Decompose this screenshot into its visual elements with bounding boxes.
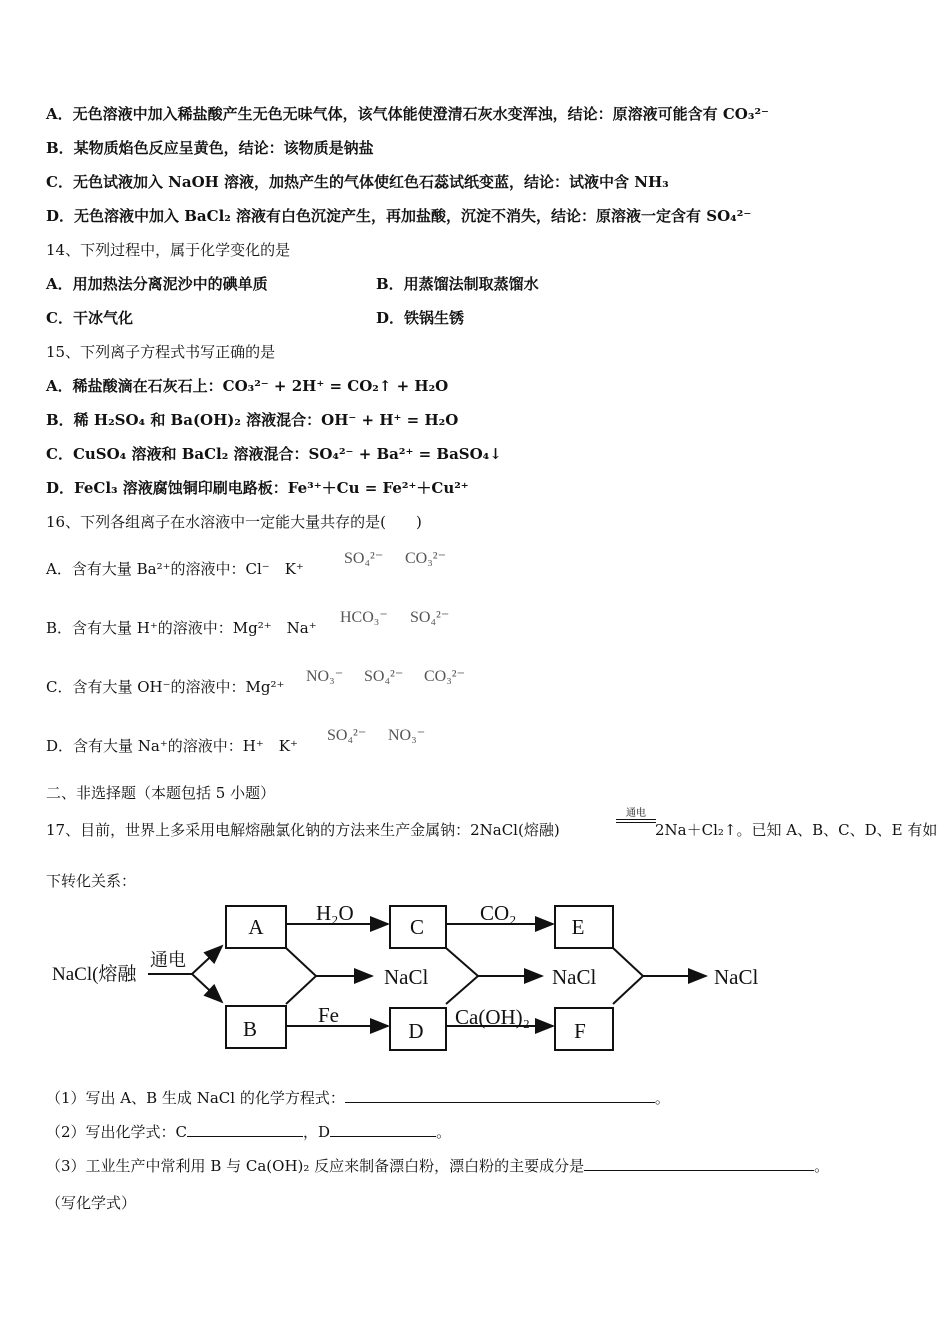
arrow-to-b xyxy=(192,974,222,1002)
label-b: B xyxy=(242,1017,258,1041)
conversion-diagram xyxy=(0,890,950,1060)
q16-c-ion-1: NO₃⁻ xyxy=(306,668,344,685)
q17-part2-label: （2）写出化学式：C xyxy=(46,1123,188,1141)
product-nacl-2: NaCl xyxy=(552,965,597,989)
q17-part2 xyxy=(46,1121,451,1142)
merge-ab xyxy=(286,948,316,1004)
q16-option-a: A．含有大量 Ba²⁺的溶液中：Cl⁻ K⁺ xyxy=(46,560,304,578)
product-nacl-3: NaCl xyxy=(714,965,759,989)
q16-d-ion-1: SO₄²⁻ xyxy=(327,727,367,744)
q13-option-c: C．无色试液加入 NaOH 溶液，加热产生的气体使红色石蕊试纸变蓝，结论：试液中含 NH₃ xyxy=(46,173,669,191)
q17-part1-answer-blank[interactable] xyxy=(345,1088,655,1103)
reagent-co2: CO₂ xyxy=(480,901,517,925)
q16-a-ion-2: CO₃²⁻ xyxy=(405,550,447,567)
q14-stem: 14、下列过程中，属于化学变化的是 xyxy=(46,241,291,259)
q14-option-b: B．用蒸馏法制取蒸馏水 xyxy=(376,275,539,293)
q16-a-ion-1: SO₄²⁻ xyxy=(344,550,384,567)
q17-stem-part1: 17、目前，世界上多采用电解熔融氯化钠的方法来生产金属钠：2NaCl(熔融) xyxy=(46,821,560,839)
arrow-to-a xyxy=(192,946,222,974)
q16-option-d: D．含有大量 Na⁺的溶液中：H⁺ K⁺ xyxy=(46,737,298,755)
q16-b-ion-1: HCO₃⁻ xyxy=(340,609,388,626)
q17-part3 xyxy=(46,1155,829,1176)
q16-stem: 16、下列各组离子在水溶液中一定能大量共存的是( ) xyxy=(46,513,422,531)
q17-stem-part2: 2Na＋Cl₂↑。已知 A、B、C、D、E 有如 xyxy=(655,821,938,839)
q15-stem: 15、下列离子方程式书写正确的是 xyxy=(46,343,276,361)
section-title: 二、非选择题（本题包括 5 小题） xyxy=(46,784,276,802)
diagram-start-condition: 通电 xyxy=(150,950,186,970)
q17-part3-label: （3）工业生产中常利用 B 与 Ca(OH)₂ 反应来制备漂白粉，漂白粉的主要成分是 xyxy=(46,1157,585,1175)
reagent-fe: Fe xyxy=(318,1003,339,1027)
q15-option-b: B．稀 H₂SO₄ 和 Ba(OH)₂ 溶液混合：OH⁻ + H⁺ = H₂O xyxy=(46,411,459,429)
q17-part1-end: 。 xyxy=(654,1089,670,1107)
product-nacl-1: NaCl xyxy=(384,965,429,989)
q15-option-c: C．CuSO₄ 溶液和 BaCl₂ 溶液混合：SO₄²⁻ + Ba²⁺ = BaSO₄↓ xyxy=(46,445,502,463)
merge-ef xyxy=(613,948,643,1004)
reagent-caoh2: Ca(OH)₂ xyxy=(455,1005,530,1029)
q14-option-a: A．用加热法分离泥沙中的碘单质 xyxy=(46,275,268,293)
q17-part2-mid: ，D xyxy=(303,1123,331,1141)
q17-condition: 通电 xyxy=(626,808,646,819)
reagent-h2o: H₂O xyxy=(316,901,354,925)
q17-part3-answer-blank[interactable] xyxy=(584,1156,814,1171)
q17-part1-label: （1）写出 A、B 生成 NaCl 的化学方程式： xyxy=(46,1089,345,1107)
q16-b-ion-2: SO₄²⁻ xyxy=(410,609,450,626)
q13-option-a: A．无色溶液中加入稀盐酸产生无色无味气体，该气体能使澄清石灰水变浑浊，结论：原溶液可能含有 CO₃²⁻ xyxy=(46,105,769,123)
q14-option-d: D．铁锅生锈 xyxy=(376,309,465,327)
q17-part1 xyxy=(46,1087,670,1108)
q14-option-c: C．干冰气化 xyxy=(46,309,133,327)
q17-part2-end: 。 xyxy=(436,1123,452,1141)
label-d: D xyxy=(408,1019,424,1043)
q17-part3-end: 。 xyxy=(814,1157,830,1175)
q15-option-a: A．稀盐酸滴在石灰石上：CO₃²⁻ + 2H⁺ = CO₂↑ + H₂O xyxy=(46,377,449,395)
diagram-start: NaCl(熔融 xyxy=(52,964,137,985)
q17-condition-line xyxy=(616,819,656,820)
q16-d-ion-2: NO₃⁻ xyxy=(388,727,426,744)
q16-c-ion-3: CO₃²⁻ xyxy=(424,668,466,685)
q17-part2-c-blank[interactable] xyxy=(187,1122,303,1137)
q17-part2-d-blank[interactable] xyxy=(330,1122,436,1137)
q13-option-d: D．无色溶液中加入 BaCl₂ 溶液有白色沉淀产生，再加盐酸，沉淀不消失，结论：原溶液一定含有 SO₄²⁻ xyxy=(46,207,752,225)
q17-stem-part3: 下转化关系： xyxy=(46,872,137,890)
q16-option-b: B．含有大量 H⁺的溶液中：Mg²⁺ Na⁺ xyxy=(46,619,317,637)
label-a: A xyxy=(248,915,264,939)
label-f: F xyxy=(574,1019,586,1043)
q15-option-d: D．FeCl₃ 溶液腐蚀铜印刷电路板：Fe³⁺＋Cu = Fe²⁺＋Cu²⁺ xyxy=(46,479,469,497)
q13-option-b: B．某物质焰色反应呈黄色，结论：该物质是钠盐 xyxy=(46,139,374,157)
q16-c-ion-2: SO₄²⁻ xyxy=(364,668,404,685)
label-e: E xyxy=(571,915,585,939)
q16-option-c: C．含有大量 OH⁻的溶液中：Mg²⁺ xyxy=(46,678,285,696)
merge-cd xyxy=(446,948,478,1004)
q17-condition-line-2 xyxy=(616,822,656,823)
q17-part3-note: （写化学式） xyxy=(46,1194,137,1212)
label-c: C xyxy=(409,915,425,939)
